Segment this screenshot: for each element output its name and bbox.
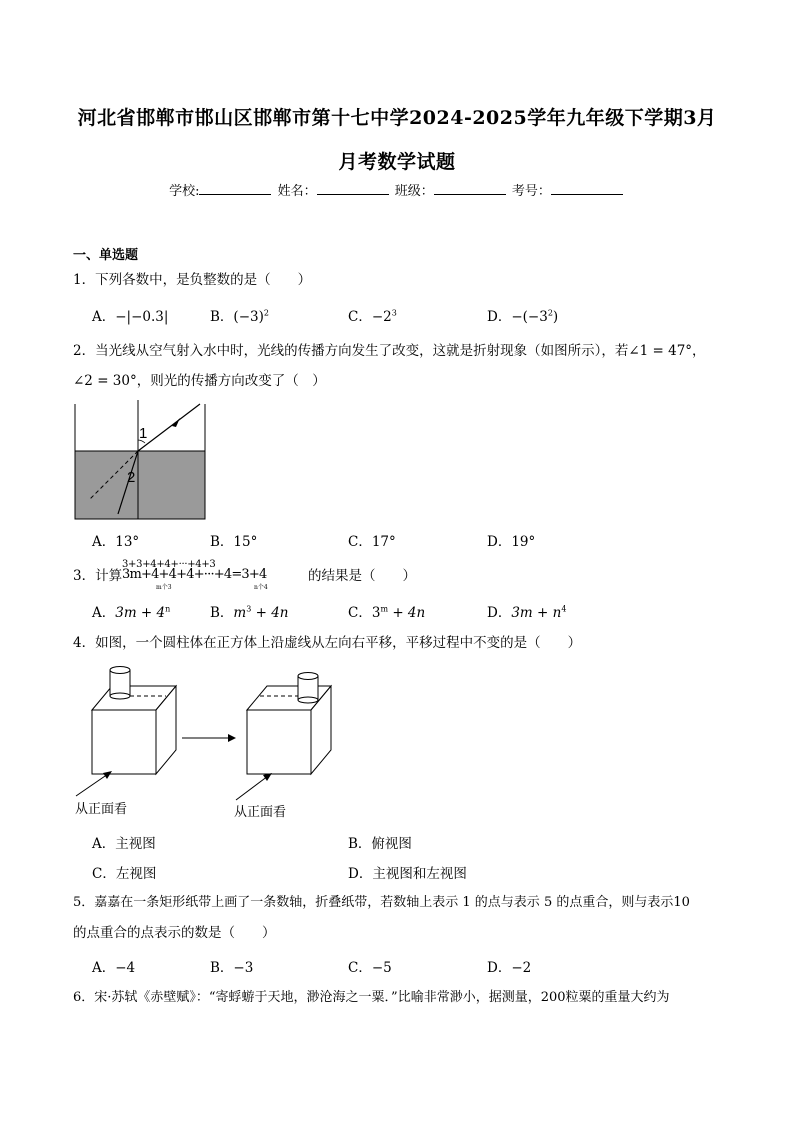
right-cylinder <box>298 673 318 704</box>
question-2-option-b: B．15° <box>210 534 258 550</box>
question-6-stem: 6．宋·苏轼《赤壁赋》：“寄蜉蝣于天地，渺沧海之一粟．”比喻非常渺小，据测量，200粒粟的重量大约为 <box>73 990 670 1005</box>
option-exponent: 3 <box>246 604 252 614</box>
option-exponent: m <box>380 604 389 614</box>
question-3-option-d <box>487 601 566 621</box>
exam-no-blank <box>551 182 623 195</box>
option-base: (−3) <box>233 309 264 325</box>
translation-arrow-head-icon <box>228 734 236 742</box>
question-1-option-c <box>348 305 397 325</box>
incident-ray-arrow-icon <box>172 418 180 427</box>
question-2-stem-line2: ∠2 = 30°，则光的传播方向改变了（ ） <box>73 373 326 389</box>
option-exponent: 3 <box>391 308 397 318</box>
expression-n-count: n个4 <box>254 584 268 591</box>
option-post: ) <box>552 309 559 325</box>
option-text: −|−0.3| <box>115 309 169 325</box>
question-3-option-a <box>92 601 170 621</box>
option-label: B． <box>210 309 234 325</box>
question-5-option-d: D．−2 <box>487 960 532 976</box>
option-exponent: n <box>165 604 171 614</box>
question-4-option-a: A．主视图 <box>92 836 156 852</box>
class-blank <box>434 182 506 195</box>
angle-2-label: 2 <box>127 469 136 486</box>
question-4-option-b: B．俯视图 <box>348 836 412 852</box>
option-label: C． <box>348 309 372 325</box>
option-label: D． <box>487 605 512 621</box>
question-4-option-c: C．左视图 <box>92 866 157 882</box>
exam-title-line1: 河北省邯郸市邯山区邯郸市第十七中学2024-2025学年九年级下学期3月 <box>77 107 717 129</box>
water-region <box>75 451 205 519</box>
option-exponent: 2 <box>547 308 553 318</box>
left-cube <box>92 686 176 774</box>
question-1-stem: 1．下列各数中，是负整数的是（ ） <box>73 272 312 288</box>
expression-main: 3m+4+4+4+···+4=3+4 <box>122 567 267 582</box>
cube-translation-figure <box>70 658 340 818</box>
refraction-figure <box>72 396 232 522</box>
question-5-stem-line2: 的点重合的点表示的数是（ ） <box>73 925 276 941</box>
exam-title-line2: 月考数学试题 <box>338 151 456 173</box>
question-5-option-b: B．−3 <box>210 960 254 976</box>
option-base: −2 <box>371 309 392 325</box>
question-2-stem-line1: 2．当光线从空气射入水中时，光线的传播方向发生了改变，这就是折射现象（如图所示），若∠1 = 47°， <box>73 343 706 359</box>
question-4-option-d: D．主视图和左视图 <box>348 866 467 882</box>
front-view-label-right: 从正面看 <box>234 805 287 820</box>
option-label: B． <box>210 605 234 621</box>
expression-m-count: m个3 <box>156 584 172 591</box>
option-base: m <box>233 605 247 621</box>
left-cylinder <box>110 667 130 700</box>
question-2-option-a: A．13° <box>92 534 140 550</box>
question-5-stem-line1: 5．嘉嘉在一条矩形纸带上画了一条数轴，折叠纸带，若数轴上表示 1 的点与表示 5 的点重合，则与表示10 <box>73 895 690 910</box>
right-view-arrow <box>236 776 268 800</box>
option-exponent: 4 <box>561 604 567 614</box>
front-view-label-left: 从正面看 <box>75 802 128 817</box>
option-label: A． <box>92 309 116 325</box>
student-info-line <box>0 180 794 199</box>
option-label: C． <box>348 605 372 621</box>
option-pre: −(−3 <box>511 309 548 325</box>
option-post: + 4n <box>388 605 426 621</box>
question-5-option-a: A．−4 <box>92 960 136 976</box>
question-3-option-c <box>348 601 425 621</box>
class-label: 班级： <box>394 184 434 199</box>
option-text: 3m + 4 <box>115 605 166 621</box>
question-5-option-c: C．−5 <box>348 960 392 976</box>
name-blank <box>317 182 389 195</box>
option-pre: 3m + n <box>511 605 562 621</box>
option-base: 3 <box>371 605 381 621</box>
question-4-stem: 4．如图，一个圆柱体在正方体上沿虚线从左向右平移，平移过程中不变的是（ ） <box>73 635 582 651</box>
left-view-arrow <box>76 774 108 796</box>
question-1-option-d <box>487 305 558 325</box>
question-3-stem-pre: 3．计算 <box>73 568 123 584</box>
option-post: + 4n <box>251 605 289 621</box>
question-1-option-b <box>210 305 269 325</box>
question-2-option-d: D．19° <box>487 534 536 550</box>
section-heading: 一、单选题 <box>73 248 139 263</box>
angle-1-label: 1 <box>139 425 148 442</box>
question-3-expression <box>122 559 310 589</box>
option-label: D． <box>487 309 512 325</box>
name-label: 姓名： <box>277 184 317 199</box>
question-3-stem-post: 的结果是（ ） <box>308 568 416 584</box>
school-label: 学校: <box>169 184 200 199</box>
question-3-option-b <box>210 601 289 621</box>
question-1-option-a <box>92 305 168 325</box>
exam-no-label: 考号： <box>511 184 551 199</box>
school-blank <box>199 182 271 195</box>
question-2-option-c: C．17° <box>348 534 396 550</box>
option-label: A． <box>92 605 116 621</box>
expression-numerator: 3+3+4+4+···+4+3 <box>122 559 216 570</box>
option-exponent: 2 <box>263 308 269 318</box>
